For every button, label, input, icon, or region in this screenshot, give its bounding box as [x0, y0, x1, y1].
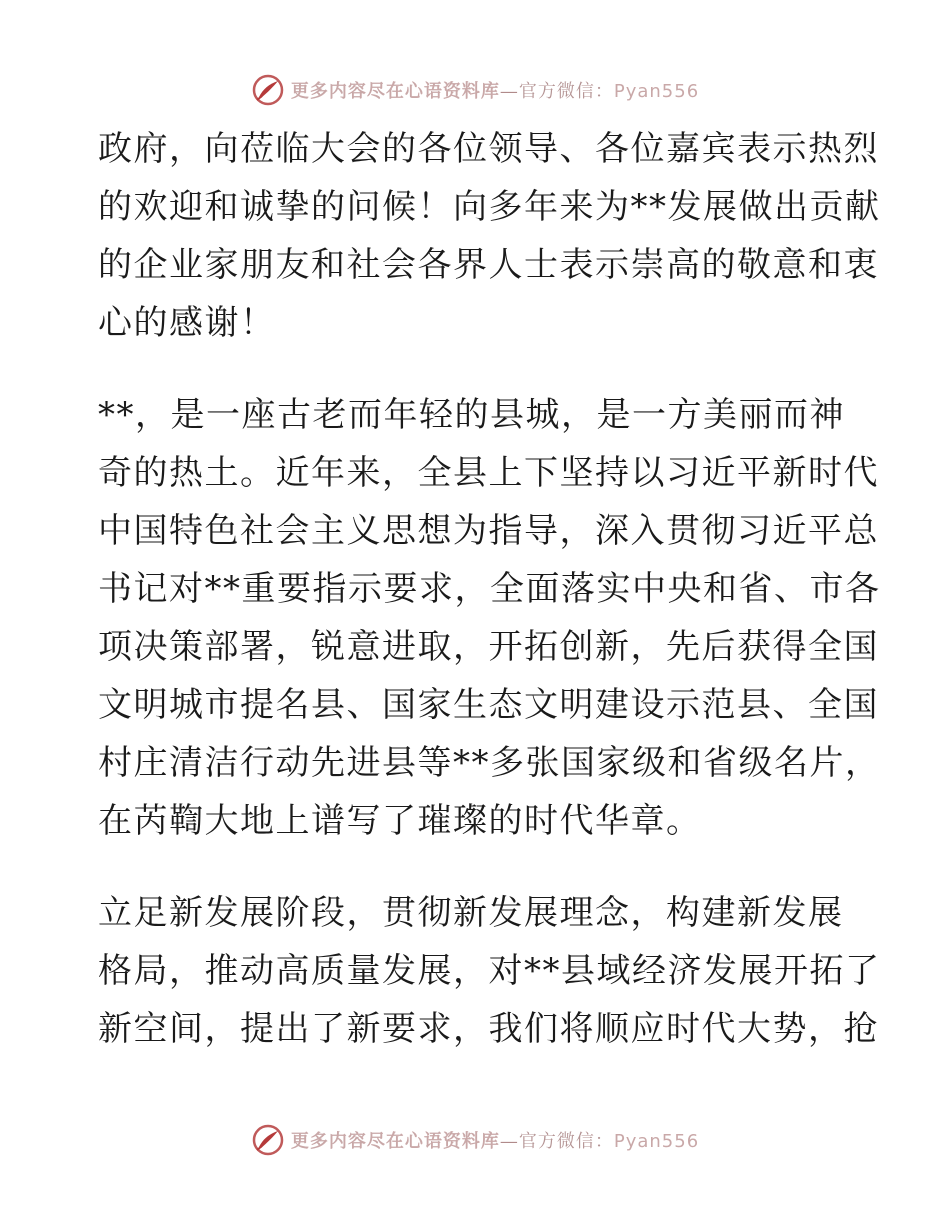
text-line: 中国特色社会主义思想为指导，深入贯彻习近平总	[98, 511, 879, 551]
header-watermark	[0, 70, 950, 110]
text-line: 的欢迎和诚挚的问候！向多年来为**发展做出贡献	[98, 187, 881, 227]
text-line: 新空间，提出了新要求，我们将顺应时代大势，抢	[98, 1009, 879, 1049]
text-line: 政府，向莅临大会的各位领导、各位嘉宾表示热烈	[98, 129, 879, 169]
text-line: 村庄清洁行动先进县等**多张国家级和省级名片，	[98, 743, 881, 783]
watermark-wechat-label: 官方微信：	[518, 1131, 614, 1152]
text-line: 在芮鞫大地上谱写了璀璨的时代华章。	[98, 801, 702, 841]
document-body	[98, 120, 881, 1058]
text-line: 心的感谢！	[98, 303, 276, 343]
watermark-site: 更多内容尽在心语资料库	[290, 1131, 500, 1152]
text-line: 书记对**重要指示要求，全面落实中央和省、市各	[98, 569, 881, 609]
pen-logo-icon	[251, 1123, 285, 1157]
watermark-wechat-id: Pyan556	[613, 1131, 700, 1152]
watermark-text	[291, 77, 699, 103]
watermark-wechat-id: Pyan556	[613, 81, 700, 102]
text-line: 奇的热土。近年来，全县上下坚持以习近平新时代	[98, 453, 879, 493]
text-line: 项决策部署，锐意进取，开拓创新，先后获得全国	[98, 627, 879, 667]
watermark-text	[291, 1127, 699, 1153]
paragraph-1	[98, 120, 881, 352]
watermark-wechat-label: 官方微信：	[518, 81, 614, 102]
paragraph-2	[98, 386, 881, 850]
text-line: 的企业家朋友和社会各界人士表示崇高的敬意和衷	[98, 245, 879, 285]
pen-logo-icon	[251, 73, 285, 107]
text-line: 格局，推动高质量发展，对**县域经济发展开拓了	[98, 951, 881, 991]
watermark-separator: —	[499, 1131, 519, 1152]
paragraph-3	[98, 884, 881, 1058]
text-line: **，是一座古老而年轻的县城，是一方美丽而神	[98, 395, 845, 435]
watermark-separator: —	[499, 81, 519, 102]
text-line: 文明城市提名县、国家生态文明建设示范县、全国	[98, 685, 879, 725]
footer-watermark	[0, 1120, 950, 1160]
text-line: 立足新发展阶段，贯彻新发展理念，构建新发展	[98, 893, 844, 933]
watermark-site: 更多内容尽在心语资料库	[290, 81, 500, 102]
